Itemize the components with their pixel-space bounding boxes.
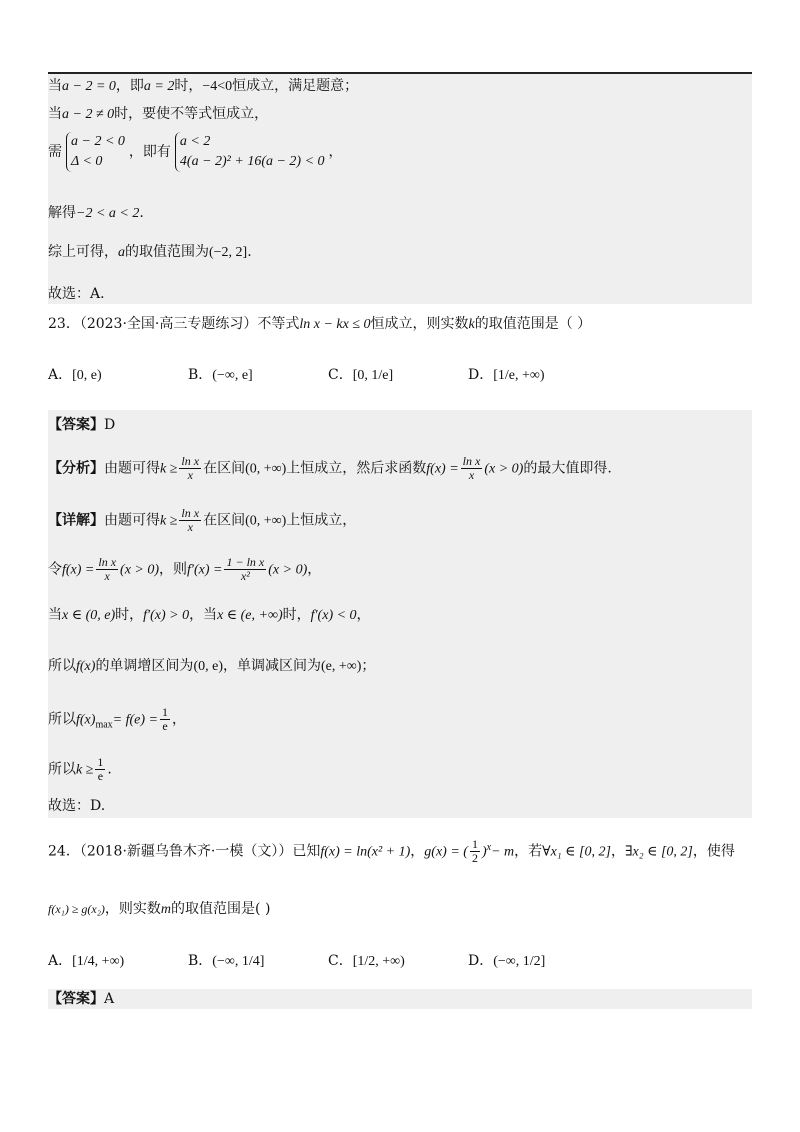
fraction (179, 507, 201, 534)
text: 所以 (48, 658, 76, 674)
numerator: ln x (181, 454, 200, 468)
text: 的取值范围是( ) (171, 901, 271, 917)
math: f′(x) > 0 (143, 608, 190, 623)
math: ∃x₂ ∈ [0, 2] (624, 844, 693, 860)
math: f(x) = (62, 562, 95, 578)
q23-detail-line-4 (48, 706, 186, 735)
math: (x > 0) (120, 562, 160, 578)
numerator: ln x (462, 454, 481, 468)
denominator: e (162, 719, 168, 733)
text: ，使得 (692, 843, 735, 860)
math: = f(e) = (112, 712, 158, 728)
text: ， (307, 561, 322, 578)
numerator: 1 (97, 755, 104, 769)
solution-line-3 (48, 132, 343, 172)
math: a − 2 ≠ 0 (62, 107, 115, 122)
math: m (160, 902, 172, 917)
q23-detail-line-2 (48, 605, 371, 626)
numerator: 1 (471, 837, 478, 852)
text: 当 (48, 78, 62, 94)
q23-answer (48, 415, 115, 435)
q23-detail (48, 507, 356, 534)
q23-option-d (468, 364, 545, 384)
fraction (160, 706, 170, 733)
answer-tag: 【答案】 (48, 991, 104, 1007)
text: 时， (282, 607, 311, 623)
math: f(x) = ln(x² + 1) (320, 844, 411, 860)
q24-option-c (328, 950, 405, 970)
numerator: 1 (161, 705, 168, 719)
analysis-tag: 【分析】 (48, 460, 104, 477)
math: (x > 0) (484, 461, 524, 477)
option-label: B． (188, 367, 213, 383)
numerator: ln x (98, 555, 117, 569)
text: 当 (48, 106, 62, 122)
math: −4<0 (202, 79, 233, 94)
text: ， (356, 607, 371, 623)
text: 时，要使不等式恒成立， (114, 106, 269, 122)
math: g(x) = ( (424, 844, 468, 860)
option-value: [1/2, +∞) (352, 954, 405, 969)
q24-option-d (468, 950, 545, 970)
text: 时， (174, 78, 203, 94)
text: ， (610, 843, 625, 860)
option-value: (−∞, e] (212, 368, 253, 383)
solution-line-4 (48, 203, 144, 224)
text: 恒成立，满足题意； (232, 78, 359, 94)
text: ； (361, 658, 376, 674)
option-label: C． (328, 367, 353, 383)
q24-answer (48, 989, 114, 1009)
answer-value: A (104, 991, 115, 1007)
numerator: 1 − ln x (226, 555, 265, 569)
fraction (461, 455, 483, 482)
detail-tag: 【详解】 (48, 512, 104, 529)
math: (−2, 2] (209, 245, 248, 260)
text: 的取值范围是（ ） (474, 316, 592, 332)
math: −2 < a < 2 (76, 206, 140, 221)
math: x ∈ (e, +∞) (217, 608, 283, 623)
fraction (96, 556, 118, 583)
math: (0, e) (193, 659, 223, 674)
text: 故选：D. (48, 798, 106, 814)
text: 在区间 (203, 460, 246, 477)
text: 由题可得 (104, 460, 160, 477)
text: 的单调增区间为 (95, 658, 194, 674)
text: ，则 (159, 561, 188, 578)
text: 上恒成立，然后求函数 (286, 460, 427, 477)
denominator: 2 (471, 851, 478, 866)
q23-detail-line-1 (48, 556, 321, 583)
math: a − 2 < 0 (71, 134, 125, 149)
answer-tag: 【答案】 (48, 417, 104, 433)
text: 解得 (48, 205, 76, 221)
fraction (95, 756, 105, 783)
denominator: x (187, 468, 193, 482)
text: ，若 (514, 843, 543, 860)
denominator: e (97, 769, 104, 783)
option-label: A． (48, 367, 73, 383)
option-label: C． (328, 953, 353, 969)
solution-line-1 (48, 76, 358, 97)
text: 令 (48, 561, 62, 578)
q23-option-b (188, 364, 253, 384)
text: ， (410, 843, 425, 860)
question-23-stem (48, 314, 591, 335)
text: 上恒成立， (286, 512, 357, 529)
math: a (118, 245, 125, 260)
text: ，即 (115, 78, 144, 94)
option-value: [1/e, +∞) (493, 368, 545, 383)
math: (0, +∞) (245, 513, 287, 529)
text: 在区间 (203, 512, 246, 529)
math: x ∈ (0, e) (62, 608, 116, 623)
math: Δ < 0 (71, 154, 103, 169)
superscript: x (486, 842, 492, 853)
text: 所以 (48, 711, 76, 728)
denominator: x² (240, 569, 250, 583)
text: 24．（2018·新疆乌鲁木齐·一模（文））已知 (48, 843, 321, 860)
option-value: [0, e) (72, 368, 102, 383)
answer-block-shade-3 (48, 989, 752, 1009)
text: 所以 (48, 761, 76, 778)
numerator: ln x (181, 506, 200, 520)
fraction (179, 455, 201, 482)
math: ln x − kx ≤ 0 (299, 317, 371, 332)
option-value: [1/4, +∞) (72, 954, 125, 969)
denominator: x (187, 520, 193, 534)
math: k ≥ (160, 461, 178, 477)
text: . (247, 244, 252, 260)
math: (0, +∞) (245, 461, 287, 477)
math: f(x) (76, 659, 96, 674)
math: f(x₁) ≥ g(x₂) (48, 902, 105, 916)
math: 4(a − 2)² + 16(a − 2) < 0 (179, 154, 325, 169)
text: 故选：A. (48, 286, 105, 302)
math: − m (491, 844, 515, 860)
denominator: x (468, 468, 475, 482)
answer-value: D (104, 417, 116, 433)
question-24-stem-line-2 (48, 899, 270, 920)
math: a − 2 = 0 (62, 79, 116, 94)
solution-line-6 (48, 284, 105, 304)
system-b (175, 132, 325, 172)
option-value: [0, 1/e] (352, 368, 394, 383)
math: f(x) (76, 712, 96, 728)
option-label: D． (468, 367, 494, 383)
q23-option-a (48, 364, 102, 384)
text: 需 (48, 144, 62, 160)
text: 的取值范围为 (125, 244, 209, 260)
solution-line-5 (48, 242, 252, 263)
option-value: (−∞, 1/2] (493, 954, 546, 969)
math: ) (481, 844, 487, 860)
fraction (470, 838, 480, 865)
math: a = 2 (143, 79, 175, 94)
q23-analysis (48, 455, 612, 482)
math: f(x) = (426, 461, 459, 477)
text: ，则实数 (104, 901, 161, 917)
text: 23．（2023·全国·高三专题练习）不等式 (48, 316, 300, 332)
text: 时， (115, 607, 144, 623)
q23-option-c (328, 364, 393, 384)
math: (x > 0) (268, 562, 308, 578)
denominator: x (104, 569, 110, 583)
text: ，单调减区间为 (222, 658, 321, 674)
math: k ≥ (76, 762, 94, 778)
text: 由题可得 (104, 512, 160, 529)
option-label: D． (468, 953, 494, 969)
system-a (66, 132, 125, 172)
fraction (224, 556, 266, 583)
text: 综上可得， (48, 244, 118, 260)
math: f′(x) = (187, 562, 223, 578)
option-value: (−∞, 1/4] (212, 954, 265, 969)
math: k (468, 317, 475, 332)
text: 恒成立，则实数 (370, 316, 469, 332)
math: k ≥ (160, 513, 178, 529)
q23-detail-line-6 (48, 796, 105, 816)
option-label: A． (48, 953, 73, 969)
text: 当 (48, 607, 62, 623)
solution-line-2 (48, 104, 268, 125)
text: ，即有 (128, 144, 171, 160)
math: a < 2 (179, 134, 211, 149)
math: (e, +∞) (320, 659, 362, 674)
text: ，当 (189, 607, 218, 623)
text: 的最大值即得. (523, 460, 612, 477)
q24-option-a (48, 950, 124, 970)
option-label: B． (188, 953, 213, 969)
q24-option-b (188, 950, 264, 970)
math: ∀x₁ ∈ [0, 2] (542, 844, 611, 860)
text: ， (328, 144, 343, 160)
subscript: max (95, 719, 113, 731)
math: f′(x) < 0 (310, 608, 357, 623)
q23-detail-line-3 (48, 656, 375, 677)
question-24-stem (48, 838, 735, 865)
text: ， (171, 711, 186, 728)
text: . (107, 761, 112, 778)
text: . (139, 205, 144, 221)
q23-detail-line-5 (48, 756, 112, 783)
